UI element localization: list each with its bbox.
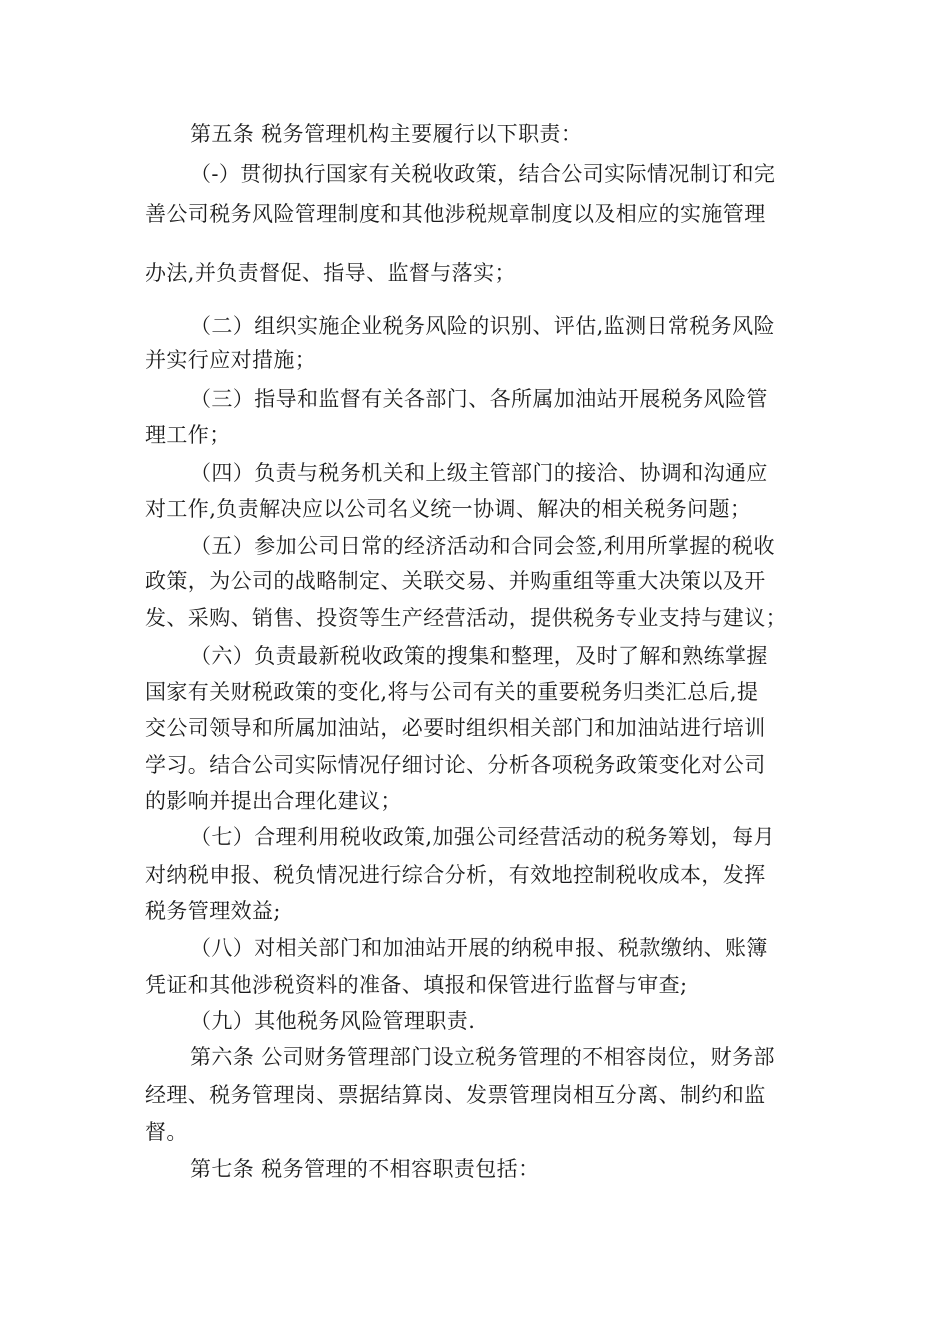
- article-5-item-5-line-2: 政策，为公司的战略制定、关联交易、并购重组等重大决策以及开: [145, 569, 766, 593]
- article-5-item-5-line-3: 发、采购、销售、投资等生产经营活动，提供税务专业支持与建议；: [145, 606, 787, 630]
- article-6-line-1: 第六条 公司财务管理部门设立税务管理的不相容岗位，财务部: [190, 1045, 775, 1069]
- article-5-item-6-line-1: （六）负责最新税收政策的搜集和整理，及时了解和熟练掌握: [190, 644, 768, 668]
- article-6-line-2: 经理、税务管理岗、票据结算岗、发票管理岗相互分离、制约和监: [145, 1083, 766, 1107]
- article-5-item-1-line-1: （-）贯彻执行国家有关税收政策，结合公司实际情况制订和完: [190, 162, 776, 186]
- article-5-item-7-line-2: 对纳税申报、税负情况进行综合分析，有效地控制税收成本，发挥: [145, 863, 766, 887]
- article-5-item-7-line-3: 税务管理效益;: [145, 899, 281, 923]
- article-5-item-1-line-2: 善公司税务风险管理制度和其他涉税规章制度以及相应的实施管理: [145, 202, 766, 226]
- article-5-item-6-line-3: 交公司领导和所属加油站，必要时组织相关部门和加油站进行培训: [145, 716, 766, 740]
- article-5-item-7-line-1: （七）合理利用税收政策,加强公司经营活动的税务筹划，每月: [190, 825, 775, 849]
- article-5-item-3-line-2: 理工作；: [145, 423, 231, 447]
- article-6-line-3: 督。: [145, 1120, 188, 1144]
- article-5-item-8-line-1: （八）对相关部门和加油站开展的纳税申报、税款缴纳、账簿: [190, 936, 768, 960]
- article-5-item-2-line-2: 并实行应对措施；: [145, 348, 317, 372]
- article-5-item-8-line-2: 凭证和其他涉税资料的准备、填报和保管进行监督与审查;: [145, 973, 688, 997]
- article-5-item-4-line-2: 对工作,负责解决应以公司名义统一协调、解决的相关税务问题；: [145, 497, 752, 521]
- article-5-item-5-line-1: （五）参加公司日常的经济活动和合同会签,利用所掌握的税收: [190, 534, 775, 558]
- article-5-item-2-line-1: （二）组织实施企业税务风险的识别、评估,监测日常税务风险: [190, 314, 775, 338]
- article-5-item-3-line-1: （三）指导和监督有关各部门、各所属加油站开展税务风险管: [190, 387, 768, 411]
- article-5-item-4-line-1: （四）负责与税务机关和上级主管部门的接洽、协调和沟通应: [190, 461, 768, 485]
- article-5-item-9: （九）其他税务风险管理职责.: [190, 1009, 476, 1033]
- article-7-heading: 第七条 税务管理的不相容职责包括：: [190, 1157, 540, 1181]
- article-5-heading: 第五条 税务管理机构主要履行以下职责：: [190, 122, 583, 146]
- article-5-item-1-line-3: 办法,并负责督促、指导、监督与落实；: [145, 261, 516, 285]
- article-5-item-6-line-5: 的影响并提出合理化建议；: [145, 789, 402, 813]
- article-5-item-6-line-4: 学习。结合公司实际情况仔细讨论、分析各项税务政策变化对公司: [145, 753, 766, 777]
- article-5-item-6-line-2: 国家有关财税政策的变化,将与公司有关的重要税务归类汇总后,提: [145, 680, 759, 704]
